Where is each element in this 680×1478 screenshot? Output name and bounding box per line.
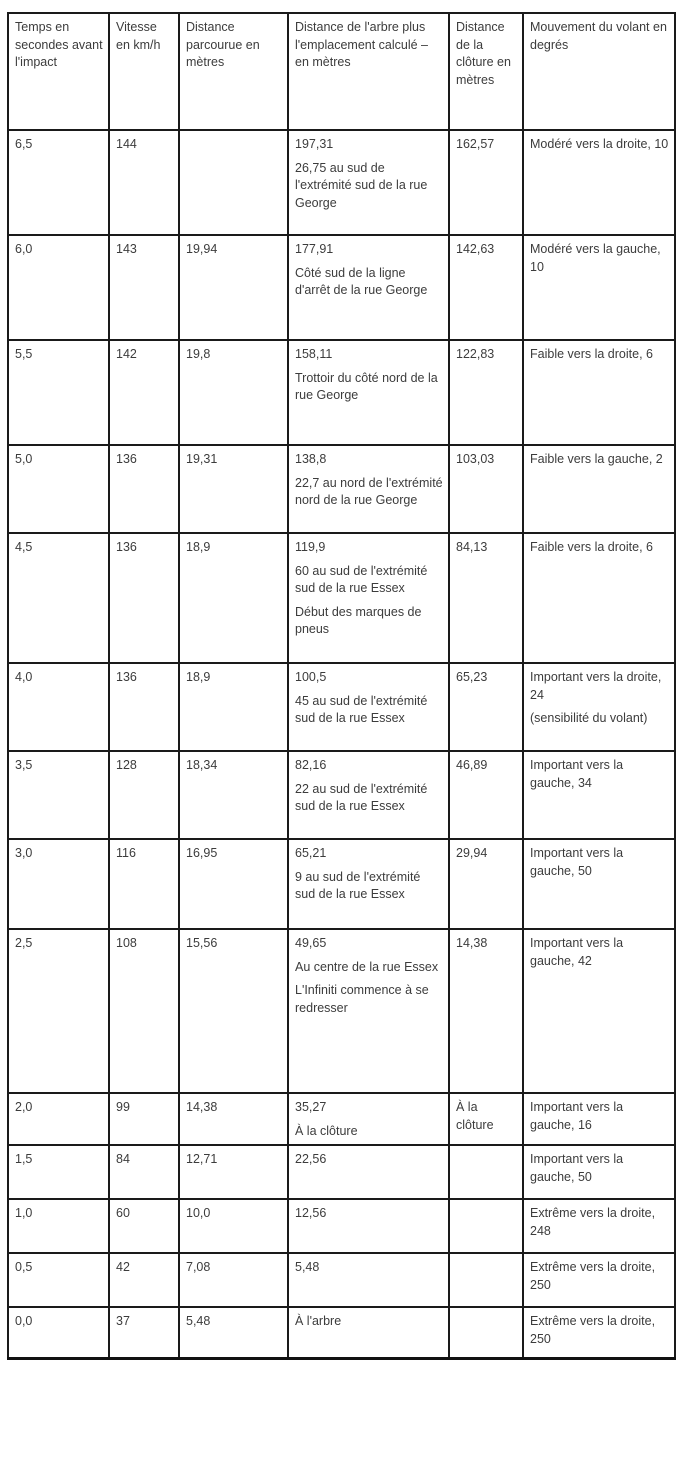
table-row bbox=[8, 130, 675, 235]
cell-distance-travelled: 12,71 bbox=[179, 1145, 288, 1199]
cell-time: 6,0 bbox=[8, 235, 109, 340]
crash-data-table bbox=[7, 12, 676, 1360]
cell-tree-distance-note: L'Infiniti commence à se redresser bbox=[295, 983, 429, 1015]
cell-fence-distance bbox=[449, 1145, 523, 1199]
header-speed: Vitesse en km/h bbox=[109, 13, 179, 130]
cell-steering bbox=[523, 235, 675, 340]
header-tree-distance: Distance de l'arbre plus l'emplacement calculé – en mètres bbox=[288, 13, 449, 130]
cell-fence-distance: 162,57 bbox=[449, 130, 523, 235]
cell-time: 3,0 bbox=[8, 839, 109, 929]
table-row bbox=[8, 340, 675, 445]
cell-tree-distance-value: 158,11 bbox=[295, 347, 333, 361]
cell-steering bbox=[523, 663, 675, 751]
cell-distance-travelled: 18,9 bbox=[179, 663, 288, 751]
cell-distance-travelled: 15,56 bbox=[179, 929, 288, 1093]
cell-tree-distance-value: 100,5 bbox=[295, 670, 327, 684]
cell-steering-value: Faible vers la gauche, 2 bbox=[530, 452, 663, 466]
cell-distance-travelled: 10,0 bbox=[179, 1199, 288, 1253]
cell-steering-value: Important vers la gauche, 50 bbox=[530, 1152, 624, 1184]
cell-steering bbox=[523, 1093, 675, 1145]
cell-steering-value: Faible vers la droite, 6 bbox=[530, 540, 653, 554]
cell-speed: 144 bbox=[109, 130, 179, 235]
cell-steering-value: Extrême vers la droite, 250 bbox=[530, 1260, 656, 1292]
cell-distance-travelled: 19,8 bbox=[179, 340, 288, 445]
cell-time: 6,5 bbox=[8, 130, 109, 235]
cell-tree-distance-value: 5,48 bbox=[295, 1260, 320, 1274]
cell-speed: 99 bbox=[109, 1093, 179, 1145]
table-row bbox=[8, 1145, 675, 1199]
cell-distance-travelled: 16,95 bbox=[179, 839, 288, 929]
cell-speed: 128 bbox=[109, 751, 179, 839]
cell-tree-distance bbox=[288, 751, 449, 839]
cell-steering-value: Modéré vers la gauche, 10 bbox=[530, 242, 661, 274]
cell-fence-distance bbox=[449, 1253, 523, 1307]
cell-tree-distance-note: Au centre de la rue Essex bbox=[295, 959, 439, 974]
cell-speed: 136 bbox=[109, 445, 179, 533]
cell-tree-distance-value: 82,16 bbox=[295, 758, 327, 772]
cell-steering bbox=[523, 1307, 675, 1358]
cell-steering-note: (sensibilité du volant) bbox=[530, 711, 648, 725]
cell-steering bbox=[523, 1145, 675, 1199]
table-row bbox=[8, 1199, 675, 1253]
cell-distance-travelled: 7,08 bbox=[179, 1253, 288, 1307]
cell-tree-distance bbox=[288, 1253, 449, 1307]
cell-time: 3,5 bbox=[8, 751, 109, 839]
cell-tree-distance bbox=[288, 929, 449, 1093]
cell-steering-value: Important vers la gauche, 16 bbox=[530, 1100, 624, 1132]
table-row bbox=[8, 1253, 675, 1307]
cell-tree-distance-value: 65,21 bbox=[295, 846, 327, 860]
cell-speed: 37 bbox=[109, 1307, 179, 1358]
cell-tree-distance bbox=[288, 130, 449, 235]
cell-fence-distance: 14,38 bbox=[449, 929, 523, 1093]
cell-distance-travelled: 19,94 bbox=[179, 235, 288, 340]
cell-time: 4,0 bbox=[8, 663, 109, 751]
cell-fence-distance: 142,63 bbox=[449, 235, 523, 340]
cell-fence-distance: 122,83 bbox=[449, 340, 523, 445]
cell-steering-value: Important vers la gauche, 34 bbox=[530, 758, 624, 790]
table-row bbox=[8, 445, 675, 533]
cell-steering-value: Modéré vers la droite, 10 bbox=[530, 137, 669, 151]
cell-speed: 143 bbox=[109, 235, 179, 340]
cell-steering bbox=[523, 340, 675, 445]
cell-fence-distance: 46,89 bbox=[449, 751, 523, 839]
cell-tree-distance-value: 197,31 bbox=[295, 137, 334, 151]
cell-distance-travelled: 5,48 bbox=[179, 1307, 288, 1358]
header-steering: Mouvement du volant en degrés bbox=[523, 13, 675, 130]
table-row bbox=[8, 533, 675, 663]
cell-time: 1,5 bbox=[8, 1145, 109, 1199]
table-row bbox=[8, 929, 675, 1093]
cell-fence-distance: 29,94 bbox=[449, 839, 523, 929]
cell-steering bbox=[523, 445, 675, 533]
cell-tree-distance-value: 35,27 bbox=[295, 1100, 327, 1114]
cell-tree-distance bbox=[288, 235, 449, 340]
cell-distance-travelled: 19,31 bbox=[179, 445, 288, 533]
cell-speed: 116 bbox=[109, 839, 179, 929]
cell-time: 5,0 bbox=[8, 445, 109, 533]
table-row bbox=[8, 751, 675, 839]
cell-steering-value: Important vers la gauche, 42 bbox=[530, 936, 624, 968]
cell-speed: 60 bbox=[109, 1199, 179, 1253]
cell-tree-distance-value: 177,91 bbox=[295, 242, 334, 256]
cell-tree-distance-value: 12,56 bbox=[295, 1206, 327, 1220]
cell-steering-value: Extrême vers la droite, 250 bbox=[530, 1314, 656, 1346]
cell-fence-distance bbox=[449, 1307, 523, 1358]
cell-time: 0,0 bbox=[8, 1307, 109, 1358]
cell-distance-travelled: 18,34 bbox=[179, 751, 288, 839]
cell-speed: 142 bbox=[109, 340, 179, 445]
header-fence-distance: Distance de la clôture en mètres bbox=[449, 13, 523, 130]
cell-distance-travelled bbox=[179, 130, 288, 235]
cell-tree-distance-note: 45 au sud de l'extrémité sud de la rue Essex bbox=[295, 693, 428, 725]
cell-distance-travelled: 14,38 bbox=[179, 1093, 288, 1145]
table-row bbox=[8, 1307, 675, 1358]
cell-tree-distance bbox=[288, 445, 449, 533]
cell-tree-distance-value: À l'arbre bbox=[295, 1314, 342, 1328]
cell-speed: 84 bbox=[109, 1145, 179, 1199]
cell-tree-distance-note: 60 au sud de l'extrémité sud de la rue Essex bbox=[295, 563, 428, 595]
table-header-row bbox=[8, 13, 675, 130]
cell-tree-distance bbox=[288, 839, 449, 929]
cell-tree-distance-note: Côté sud de la ligne d'arrêt de la rue George bbox=[295, 265, 428, 297]
cell-time: 5,5 bbox=[8, 340, 109, 445]
table-row bbox=[8, 1093, 675, 1145]
cell-speed: 136 bbox=[109, 533, 179, 663]
cell-time: 4,5 bbox=[8, 533, 109, 663]
cell-steering bbox=[523, 533, 675, 663]
cell-speed: 42 bbox=[109, 1253, 179, 1307]
cell-steering bbox=[523, 1253, 675, 1307]
cell-tree-distance bbox=[288, 1145, 449, 1199]
cell-time: 2,5 bbox=[8, 929, 109, 1093]
cell-tree-distance-value: 22,56 bbox=[295, 1152, 327, 1166]
cell-time: 2,0 bbox=[8, 1093, 109, 1145]
cell-steering-value: Important vers la droite, 24 bbox=[530, 670, 662, 702]
cell-tree-distance-note: À la clôture bbox=[295, 1123, 358, 1138]
cell-steering bbox=[523, 839, 675, 929]
cell-steering bbox=[523, 929, 675, 1093]
cell-tree-distance-note: 22 au sud de l'extrémité sud de la rue Essex bbox=[295, 781, 428, 813]
cell-tree-distance-value: 119,9 bbox=[295, 540, 326, 554]
cell-fence-distance: À la clôture bbox=[449, 1093, 523, 1145]
cell-steering bbox=[523, 1199, 675, 1253]
cell-distance-travelled: 18,9 bbox=[179, 533, 288, 663]
header-time: Temps en secondes avant l'impact bbox=[8, 13, 109, 130]
table-row bbox=[8, 235, 675, 340]
cell-tree-distance bbox=[288, 340, 449, 445]
cell-tree-distance-note: 22,7 au nord de l'extrémité nord de la rue George bbox=[295, 475, 443, 507]
cell-steering bbox=[523, 751, 675, 839]
cell-time: 1,0 bbox=[8, 1199, 109, 1253]
cell-tree-distance-note: Trottoir du côté nord de la rue George bbox=[295, 370, 438, 402]
cell-tree-distance bbox=[288, 1199, 449, 1253]
cell-speed: 108 bbox=[109, 929, 179, 1093]
table-row bbox=[8, 663, 675, 751]
table-row bbox=[8, 839, 675, 929]
table-body bbox=[8, 130, 675, 1358]
cell-fence-distance bbox=[449, 1199, 523, 1253]
cell-speed: 136 bbox=[109, 663, 179, 751]
cell-steering-value: Important vers la gauche, 50 bbox=[530, 846, 624, 878]
cell-tree-distance bbox=[288, 1093, 449, 1145]
cell-steering-value: Extrême vers la droite, 248 bbox=[530, 1206, 656, 1238]
cell-tree-distance bbox=[288, 1307, 449, 1358]
cell-tree-distance bbox=[288, 663, 449, 751]
cell-steering bbox=[523, 130, 675, 235]
cell-tree-distance-note: 26,75 au sud de l'extrémité sud de la rue George bbox=[295, 160, 428, 210]
cell-time: 0,5 bbox=[8, 1253, 109, 1307]
cell-tree-distance-value: 138,8 bbox=[295, 452, 327, 466]
header-distance-travelled: Distance parcourue en mètres bbox=[179, 13, 288, 130]
cell-fence-distance: 84,13 bbox=[449, 533, 523, 663]
cell-tree-distance-note: Début des marques de pneus bbox=[295, 604, 422, 636]
cell-tree-distance-value: 49,65 bbox=[295, 936, 327, 950]
cell-fence-distance: 65,23 bbox=[449, 663, 523, 751]
cell-steering-value: Faible vers la droite, 6 bbox=[530, 347, 653, 361]
cell-tree-distance bbox=[288, 533, 449, 663]
cell-tree-distance-note: 9 au sud de l'extrémité sud de la rue Essex bbox=[295, 869, 421, 901]
cell-fence-distance: 103,03 bbox=[449, 445, 523, 533]
